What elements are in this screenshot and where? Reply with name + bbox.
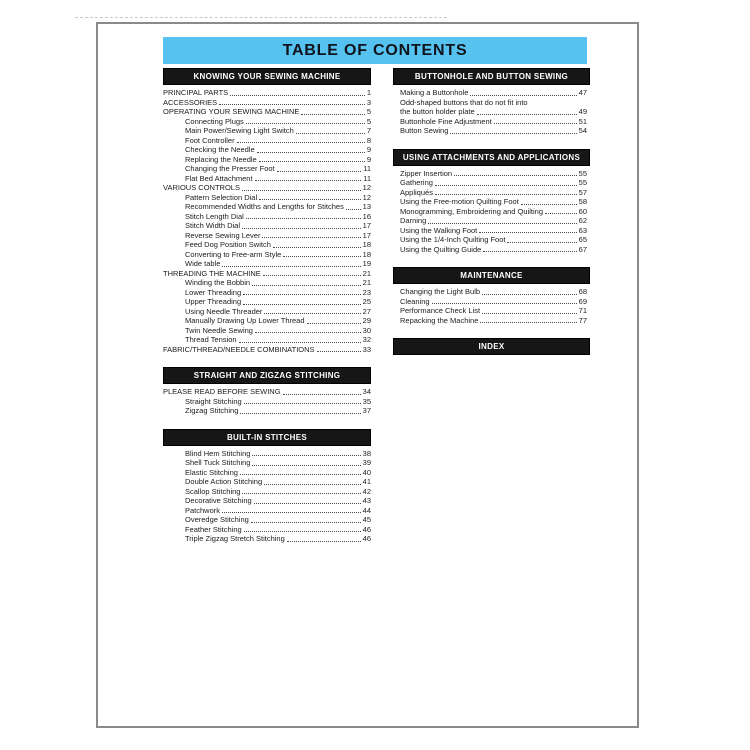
section-header-label: INDEX <box>478 342 505 351</box>
section-entries <box>163 387 371 416</box>
toc-entry[interactable] <box>185 406 371 416</box>
dot-leader <box>252 455 360 456</box>
toc-entry-page: 46 <box>362 534 371 543</box>
toc-entry-page: 9 <box>366 145 371 154</box>
dot-leader <box>273 247 361 248</box>
toc-entry-label: Lower Threading <box>185 287 242 297</box>
dot-leader <box>230 95 365 96</box>
toc-entry[interactable] <box>400 316 587 326</box>
toc-entry-label: Connecting Plugs <box>185 116 244 126</box>
toc-entry-page: 35 <box>362 396 371 406</box>
toc-entry[interactable] <box>185 126 371 136</box>
toc-entry-page: 32 <box>362 335 371 344</box>
dot-leader <box>239 342 361 343</box>
toc-entry[interactable] <box>185 468 371 478</box>
toc-entry-page: 16 <box>362 211 371 221</box>
toc-entry-label: Main Power/Sewing Light Switch <box>185 126 294 135</box>
toc-entry-page: 71 <box>578 306 587 315</box>
toc-section <box>393 338 590 355</box>
dot-leader <box>222 512 361 513</box>
toc-entry-label: OPERATING YOUR SEWING MACHINE <box>163 107 300 116</box>
toc-entry-page: 58 <box>578 197 587 206</box>
toc-column-left <box>163 68 371 544</box>
toc-entry-label: Appliqués <box>400 187 433 197</box>
toc-entry-label: Using Needle Threader <box>185 306 263 316</box>
toc-entry-label: Feed Dog Position Switch <box>185 240 271 249</box>
toc-entry-page: 11 <box>363 164 371 173</box>
dot-leader <box>454 175 577 176</box>
toc-entry-label: ACCESSORIES <box>163 97 218 107</box>
toc-entry-label: PRINCIPAL PARTS <box>163 88 229 97</box>
dot-leader <box>242 493 360 494</box>
dot-leader <box>432 303 577 304</box>
dot-leader <box>254 503 361 504</box>
toc-entry-label: VARIOUS CONTROLS <box>163 183 240 192</box>
dot-leader <box>480 322 576 323</box>
toc-entry[interactable] <box>185 487 371 497</box>
dot-leader <box>255 332 361 333</box>
toc-entry-page: 3 <box>366 97 371 107</box>
toc-entry-label: Reverse Sewing Lever <box>185 230 261 240</box>
dot-leader <box>252 465 360 466</box>
toc-entry-page: 12 <box>362 183 371 192</box>
scan-artifact-line <box>75 17 447 18</box>
toc-entry[interactable] <box>400 126 587 136</box>
toc-entry-label: Double Action Stitching <box>185 477 263 486</box>
dot-leader <box>259 161 365 162</box>
toc-entry[interactable] <box>400 297 587 307</box>
dot-leader <box>240 474 361 475</box>
toc-entry[interactable] <box>185 212 371 222</box>
toc-entry-label: Winding the Bobbin <box>185 278 251 287</box>
dot-leader <box>307 323 361 324</box>
toc-entry[interactable] <box>400 216 587 226</box>
toc-entry-page: 23 <box>362 287 371 297</box>
dot-leader <box>246 123 365 124</box>
toc-entry[interactable] <box>185 449 371 459</box>
toc-entry-label: Monogramming, Embroidering and Quilting <box>400 206 543 216</box>
toc-entry[interactable] <box>400 197 587 207</box>
toc-entry[interactable] <box>185 515 371 525</box>
dot-leader <box>545 213 577 214</box>
toc-column-right <box>393 68 590 355</box>
toc-entry[interactable] <box>185 525 371 535</box>
toc-entry-page: 68 <box>578 287 587 296</box>
dot-leader <box>428 223 576 224</box>
toc-entry-label: Triple Zigzag Stretch Stitching <box>185 534 285 543</box>
toc-entry-label: Cleaning <box>400 296 430 306</box>
toc-entry-page: 5 <box>366 107 371 116</box>
toc-entry-page: 18 <box>362 249 371 259</box>
dot-leader <box>435 185 577 186</box>
dot-leader <box>470 95 576 96</box>
toc-entry[interactable] <box>185 259 371 269</box>
toc-entry-label: Using the Free-motion Quilting Foot <box>400 197 519 206</box>
toc-entry[interactable] <box>185 155 371 165</box>
toc-entry-page: 17 <box>362 230 371 240</box>
toc-entry-label: FABRIC/THREAD/NEEDLE COMBINATIONS <box>163 344 315 354</box>
toc-entry[interactable] <box>185 240 371 250</box>
toc-entry-page: 11 <box>363 173 371 183</box>
toc-entry[interactable] <box>163 183 371 193</box>
toc-entry-page: 60 <box>578 206 587 216</box>
section-entries <box>393 169 590 255</box>
toc-section <box>393 267 590 325</box>
toc-entry-page: 49 <box>578 107 587 116</box>
toc-entry-label: the button holder plate <box>400 107 475 116</box>
dot-leader <box>237 142 365 143</box>
toc-entry-label: Stitch Length Dial <box>185 211 244 221</box>
toc-entry-page: 25 <box>362 297 371 306</box>
toc-entry[interactable] <box>185 278 371 288</box>
toc-entry-page: 21 <box>362 278 371 287</box>
toc-entry-label: Button Sewing <box>400 126 449 135</box>
dot-leader <box>259 199 361 200</box>
toc-entry-label: Zigzag Stitching <box>185 406 239 415</box>
dot-leader <box>244 531 361 532</box>
toc-entry[interactable] <box>185 250 371 260</box>
toc-entry[interactable] <box>185 397 371 407</box>
toc-entry-label: Thread Tension <box>185 335 237 344</box>
toc-section <box>163 429 371 544</box>
toc-entry-page: 57 <box>578 187 587 197</box>
toc-entry-label: Performance Check List <box>400 306 481 315</box>
dot-leader <box>219 104 365 105</box>
toc-entry-page: 40 <box>362 467 371 477</box>
page-title-bar <box>163 37 587 64</box>
toc-entry[interactable] <box>400 245 587 255</box>
toc-entry-label: Changing the Light Bulb <box>400 287 481 296</box>
toc-entry-label: Converting to Free-arm Style <box>185 249 282 259</box>
toc-entry-label: Making a Buttonhole <box>400 88 469 97</box>
dot-leader <box>244 403 361 404</box>
dot-leader <box>521 204 577 205</box>
toc-entry-page: 5 <box>366 116 371 126</box>
dot-leader <box>242 228 361 229</box>
dot-leader <box>243 304 361 305</box>
dot-leader <box>264 484 361 485</box>
section-header-bar <box>163 68 371 85</box>
toc-entry-label: Manually Drawing Up Lower Thread <box>185 316 305 325</box>
toc-entry[interactable] <box>185 231 371 241</box>
dot-leader <box>450 133 576 134</box>
toc-entry-page: 39 <box>362 458 371 467</box>
toc-entry-page: 63 <box>578 225 587 235</box>
toc-section <box>393 68 590 136</box>
section-header-label: STRAIGHT AND ZIGZAG STITCHING <box>193 371 341 380</box>
toc-entry-page: 1 <box>366 88 371 97</box>
toc-entry[interactable] <box>163 88 371 98</box>
manual-page <box>96 22 639 728</box>
toc-entry[interactable] <box>400 88 587 98</box>
toc-entry-label: Odd-shaped buttons that do not fit into <box>400 97 528 107</box>
dot-leader <box>494 123 577 124</box>
toc-section <box>163 367 371 416</box>
toc-entry-page: 54 <box>578 126 587 135</box>
toc-entry-page: 47 <box>578 88 587 97</box>
dot-leader <box>507 242 576 243</box>
section-header-label: USING ATTACHMENTS AND APPLICATIONS <box>402 152 581 162</box>
toc-entry[interactable] <box>185 221 371 231</box>
toc-entry-label: Elastic Stitching <box>185 467 238 477</box>
dot-leader <box>252 285 361 286</box>
toc-entry[interactable] <box>185 164 371 174</box>
toc-entry-page: 67 <box>578 244 587 254</box>
toc-entry-page: 45 <box>362 515 371 524</box>
toc-entry-label: Feather Stitching <box>185 524 242 534</box>
toc-entry[interactable] <box>163 387 371 397</box>
dot-leader <box>301 114 364 115</box>
dot-leader <box>243 294 361 295</box>
toc-entry[interactable] <box>185 477 371 487</box>
toc-entry-label: Using the 1/4-Inch Quilting Foot <box>400 235 506 244</box>
toc-entry-page: 27 <box>362 306 371 316</box>
toc-entry[interactable] <box>400 107 587 117</box>
toc-entry[interactable] <box>185 174 371 184</box>
toc-entry-label: Blind Hem Stitching <box>185 448 251 458</box>
dot-leader <box>283 256 360 257</box>
toc-entry-label: Wide table <box>185 259 221 268</box>
section-header-bar <box>393 68 590 85</box>
toc-entry[interactable] <box>400 226 587 236</box>
toc-entry-page: 43 <box>362 496 371 505</box>
dot-leader <box>482 294 577 295</box>
toc-entry-label: Overedge Stitching <box>185 515 249 524</box>
toc-entry-page: 55 <box>578 168 587 178</box>
toc-entry[interactable] <box>185 193 371 203</box>
toc-entry-page: 44 <box>362 505 371 515</box>
section-header-label: MAINTENANCE <box>460 271 523 280</box>
toc-entry-label: Using the Walking Foot <box>400 225 478 235</box>
dot-leader <box>479 232 576 233</box>
toc-entry-page: 21 <box>362 268 371 278</box>
dot-leader <box>222 266 360 267</box>
toc-entry-page: 65 <box>578 235 587 244</box>
toc-entry-page: 7 <box>366 126 371 135</box>
toc-entry-page: 51 <box>578 116 587 126</box>
toc-entry-label: Recommended Widths and Lengths for Stitches <box>185 202 344 211</box>
toc-entry-page: 62 <box>578 216 587 225</box>
toc-entry[interactable] <box>163 269 371 279</box>
dot-leader <box>287 541 361 542</box>
section-header-bar <box>393 149 590 166</box>
toc-entry-page: 41 <box>362 477 371 486</box>
toc-entry-label: Shell Tuck Stitching <box>185 458 251 467</box>
toc-entry-page: 55 <box>578 178 587 187</box>
toc-entry-label: Twin Needle Sewing <box>185 325 253 335</box>
toc-entry-label: Checking the Needle <box>185 145 255 154</box>
toc-entry[interactable] <box>185 307 371 317</box>
toc-entry-page: 17 <box>362 221 371 230</box>
toc-entry-label: Using the Quilting Guide <box>400 244 482 254</box>
toc-entry-label: Patchwork <box>185 505 221 515</box>
toc-entry-page: 34 <box>362 387 371 396</box>
toc-entry[interactable] <box>400 287 587 297</box>
toc-entry-page: 30 <box>362 325 371 335</box>
dot-leader <box>255 180 362 181</box>
toc-entry[interactable] <box>185 326 371 336</box>
toc-entry[interactable] <box>185 297 371 307</box>
toc-section <box>393 149 590 255</box>
toc-entry-label: Darning <box>400 216 427 225</box>
toc-entry-page: 13 <box>362 202 371 211</box>
toc-entry[interactable] <box>185 145 371 155</box>
toc-entry[interactable] <box>185 458 371 468</box>
toc-entry[interactable] <box>163 98 371 108</box>
dot-leader <box>317 351 361 352</box>
toc-entry[interactable] <box>400 169 587 179</box>
dot-leader <box>251 522 361 523</box>
dot-leader <box>435 194 577 195</box>
toc-entry[interactable] <box>185 496 371 506</box>
page-title: TABLE OF CONTENTS <box>282 41 468 59</box>
section-entries <box>163 449 371 544</box>
toc-entry[interactable] <box>400 235 587 245</box>
dot-leader <box>242 190 361 191</box>
toc-entry[interactable] <box>163 107 371 117</box>
toc-entry-label: Stitch Width Dial <box>185 221 241 230</box>
toc-entry-label: Flat Bed Attachment <box>185 173 253 183</box>
section-entries <box>393 88 590 136</box>
toc-entry-page: 9 <box>366 154 371 164</box>
toc-entry-page: 37 <box>362 406 371 415</box>
dot-leader <box>257 152 365 153</box>
toc-entry[interactable] <box>185 316 371 326</box>
toc-entry-label: Zipper Insertion <box>400 168 453 178</box>
toc-entry-label: Gathering <box>400 178 433 187</box>
toc-section <box>163 68 371 354</box>
dot-leader <box>483 251 576 252</box>
toc-entry-page: 8 <box>366 135 371 145</box>
dot-leader <box>240 413 360 414</box>
dot-leader <box>346 209 361 210</box>
toc-entry-page: 12 <box>362 192 371 202</box>
toc-entry-label: Foot Controller <box>185 135 235 145</box>
toc-entry-page: 42 <box>362 486 371 496</box>
toc-entry[interactable] <box>400 207 587 217</box>
dot-leader <box>264 313 360 314</box>
toc-entry-label: Replacing the Needle <box>185 154 257 164</box>
toc-entry[interactable] <box>185 117 371 127</box>
toc-entry[interactable] <box>400 178 587 188</box>
dot-leader <box>262 237 360 238</box>
section-header-bar <box>163 429 371 446</box>
toc-entry-page: 19 <box>362 259 371 268</box>
toc-entry[interactable] <box>400 117 587 127</box>
toc-entry-page: 46 <box>362 524 371 534</box>
section-entries <box>163 88 371 354</box>
dot-leader <box>283 394 361 395</box>
toc-entry[interactable] <box>185 288 371 298</box>
toc-entry[interactable] <box>185 136 371 146</box>
toc-entry[interactable] <box>163 345 371 355</box>
toc-entry-label: Decorative Stitching <box>185 496 252 505</box>
section-header-bar <box>393 267 590 284</box>
toc-entry-label: Pattern Selection Dial <box>185 192 258 202</box>
toc-entry-label: PLEASE READ BEFORE SEWING <box>163 387 281 396</box>
toc-entry-label: Straight Stitching <box>185 396 242 406</box>
toc-entry-label: Changing the Presser Foot <box>185 164 275 173</box>
toc-entry-page: 77 <box>578 315 587 325</box>
section-header-label: KNOWING YOUR SEWING MACHINE <box>193 72 341 81</box>
toc-entry[interactable] <box>185 534 371 544</box>
section-header-label: BUTTONHOLE AND BUTTON SEWING <box>414 72 569 81</box>
toc-entry[interactable] <box>185 202 371 212</box>
toc-entry-page: 38 <box>362 448 371 458</box>
dot-leader <box>296 133 365 134</box>
toc-entry-page: 29 <box>362 316 371 325</box>
toc-entry[interactable] <box>400 188 587 198</box>
toc-entry[interactable] <box>185 506 371 516</box>
dot-leader <box>263 275 361 276</box>
dot-leader <box>477 114 577 115</box>
toc-entry-label: Repacking the Machine <box>400 315 479 325</box>
section-header-bar <box>163 367 371 384</box>
section-header-label: BUILT-IN STITCHES <box>226 432 308 442</box>
dot-leader <box>482 313 577 314</box>
toc-entry-label: Upper Threading <box>185 297 242 306</box>
toc-entry[interactable] <box>185 335 371 345</box>
toc-entry-page: 69 <box>578 296 587 306</box>
toc-entry-page: 18 <box>362 240 371 249</box>
section-header-bar <box>393 338 590 355</box>
toc-entry-label: Scallop Stitching <box>185 486 241 496</box>
toc-entry-label: THREADING THE MACHINE <box>163 268 261 278</box>
dot-leader <box>277 171 362 172</box>
toc-entry-label: Buttonhole Fine Adjustment <box>400 116 492 126</box>
section-entries <box>393 287 590 325</box>
toc-entry[interactable] <box>400 98 587 108</box>
toc-entry[interactable] <box>400 306 587 316</box>
toc-entry-page: 33 <box>362 344 371 354</box>
dot-leader <box>246 218 361 219</box>
